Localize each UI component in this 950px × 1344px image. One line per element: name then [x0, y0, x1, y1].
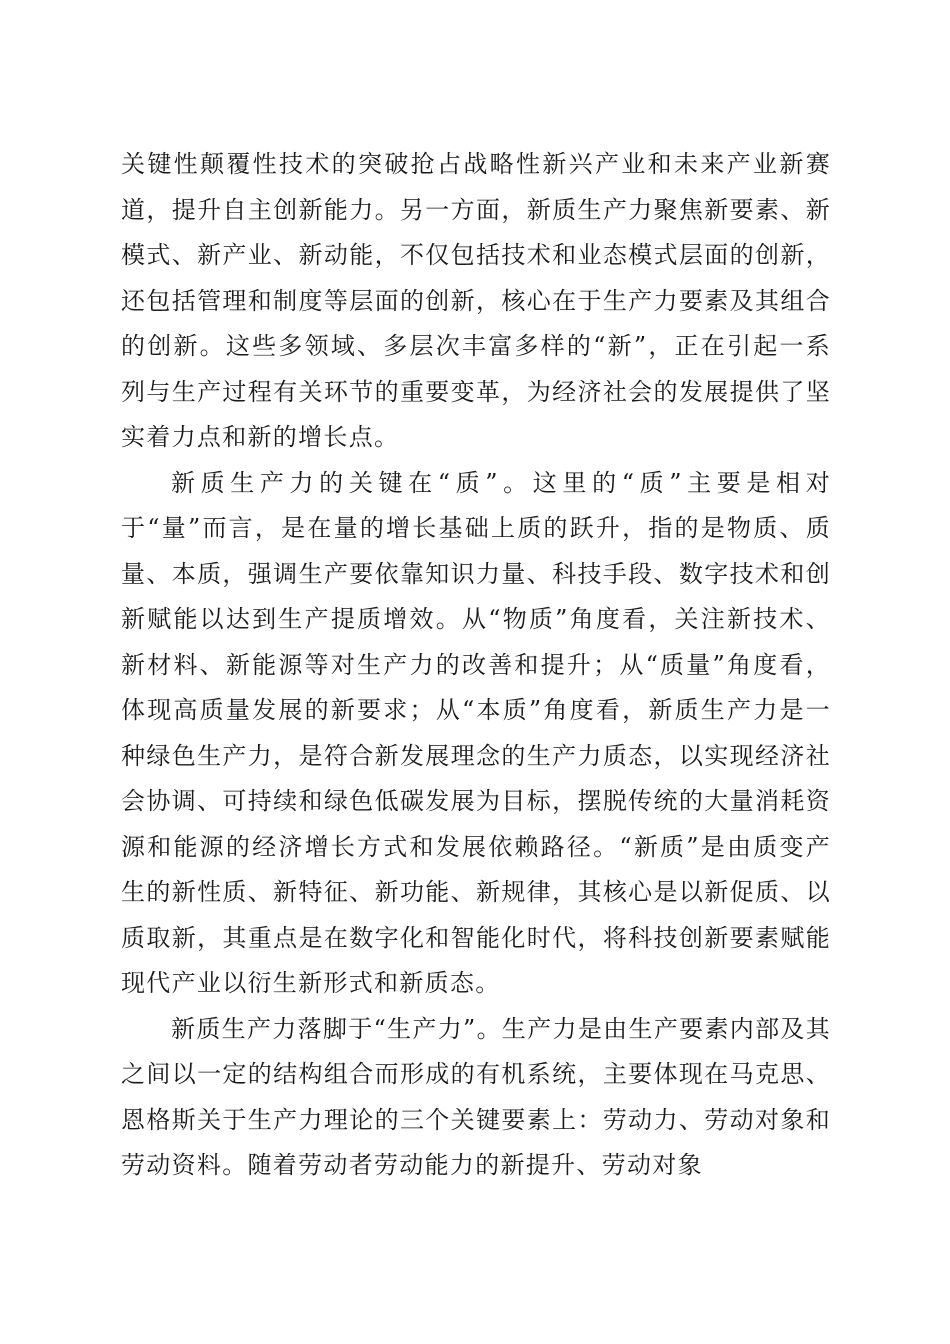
document-body — [121, 142, 831, 1189]
paragraph-quality: 新质生产力的关键在“质”。这里的“质”主要是相对于“量”而言，是在量的增长基础上质的跃升，指的是物质、质量、本质，强调生产要依靠知识力量、科技手段、数字技术和创新赋能以达到生产提质增效。从“物质”角度看，关注新技术、新材料、新能源等对生产力的改善和提升；从“质量”角度看，体现高质量发展的新要求；从“本质”角度看，新质生产力是一种绿色生产力，是符合新发展理念的生产力质态，以实现经济社会协调、可持续和绿色低碳发展为目标，摆脱传统的大量消耗资源和能源的经济增长方式和发展依赖路径。“新质”是由质变产生的新性质、新特征、新功能、新规律，其核心是以新促质、以质取新，其重点是在数字化和智能化时代，将科技创新要素赋能现代产业以衍生新形式和新质态。 — [121, 468, 831, 997]
paragraph-continued: 关键性颠覆性技术的突破抢占战略性新兴产业和未来产业新赛道，提升自主创新能力。另一方面，新质生产力聚焦新要素、新模式、新产业、新动能，不仅包括技术和业态模式层面的创新，还包括管理和制度等层面的创新，核心在于生产力要素及其组合的创新。这些多领域、多层次丰富多样的“新”，正在引起一系列与生产过程有关环节的重要变革，为经济社会的发展提供了坚实着力点和新的增长点。 — [121, 150, 831, 451]
paragraph-productivity: 新质生产力落脚于“生产力”。生产力是由生产要素内部及其之间以一定的结构组合而形成的有机系统，主要体现在马克思、恩格斯关于生产力理论的三个关键要素上：劳动力、劳动对象和劳动资料。随着劳动者劳动能力的新提升、劳动对象 — [121, 1014, 831, 1179]
